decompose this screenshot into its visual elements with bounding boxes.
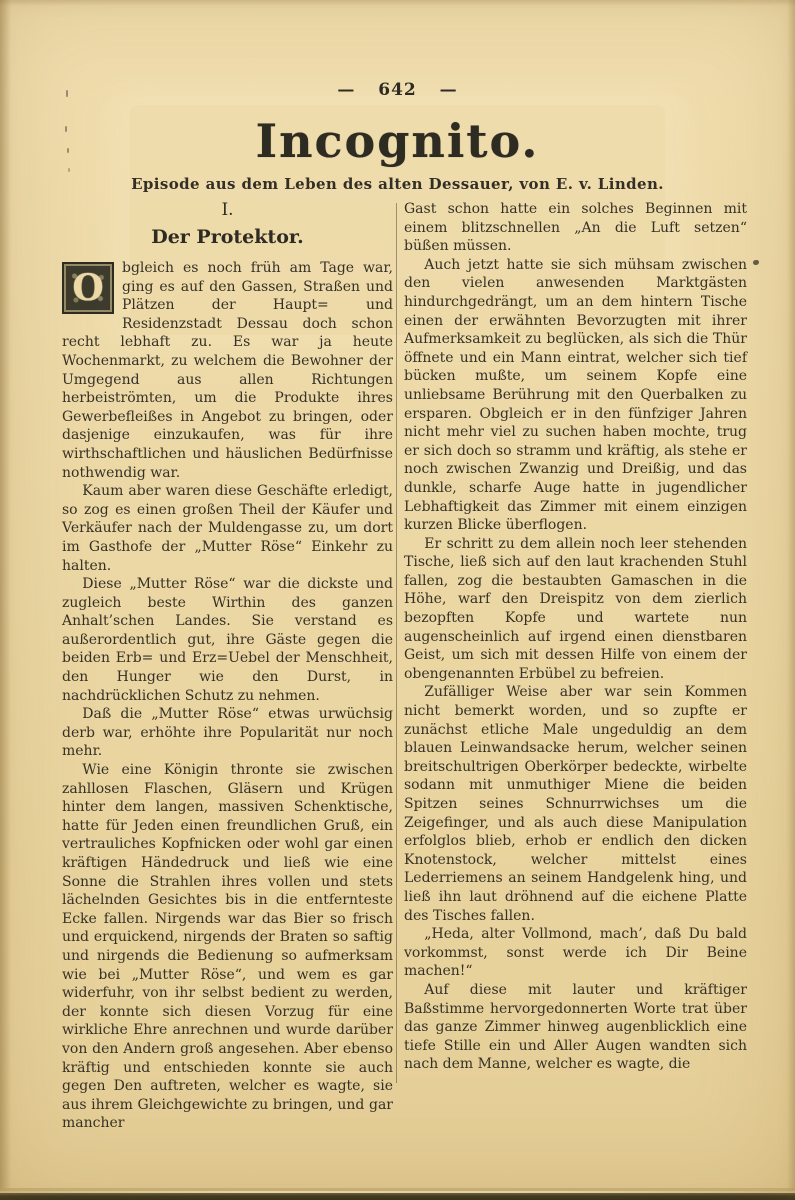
scan-artifact-mark — [68, 168, 70, 172]
drop-cap-initial: O — [62, 262, 114, 314]
paragraph: Gast schon hatte ein solches Beginnen mit einem blitzschnellen „An die Luft setzen“ büßen müssen. — [404, 201, 747, 255]
story-subtitle: Episode aus dem Leben des alten Dessauer, von E. v. Linden. — [131, 175, 664, 193]
story-title: Incognito. — [255, 114, 540, 168]
left-text-column — [62, 200, 393, 1133]
book-edge-shadow — [0, 1193, 795, 1200]
paragraph: Er schritt zu dem allein noch leer stehenden Tische, ließ sich auf den laut krachenden Stuhl fallen, zog die bestaubten Gamaschen in die Höhe, warf den Dreispitz von dem zierlich bezopften Kopfe und wartete nun augenscheinlich auf irgend einen dienstbaren Geist, um sich mit dessen Hilfe von einem der obengenannten Erbübel zu befreien. — [404, 535, 747, 682]
paragraph: Kaum aber waren diese Geschäfte erledigt, so zog es einen großen Theil der Käufer und Verkäufer nach der Muldengasse zu, um dort im Gasthofe der „Mutter Röse“ Einkehr zu halten. — [62, 483, 393, 574]
chapter-title: Der Protektor. — [151, 226, 304, 248]
paragraph: Auch jetzt hatte sie sich mühsam zwischen den vielen anwesenden Marktgästen hindurchgedrängt, um an dem hintern Tische einen der erwähnten Bevorzugten mit ihrer Aufmerksamkeit zu beglücken, als sich die Thür öffnete und ein Mann eintrat, welcher sich tief bücken mußte, um seinem Kopfe eine unliebsame Berührung mit den Querbalken zu ersparen. Obgleich er in den fünfziger Jahren nicht mehr viel zu suchen haben mochte, trug er sich doch so stramm und kräftig, als stehe er noch zwischen Zwanzig und Dreißig, und das dunkle, scharfe Auge hatte in jugendlicher Lebhaftigkeit das Zimmer mit einem einzigen kurzen Blicke überflogen. — [404, 256, 747, 534]
column-divider-rule — [396, 203, 397, 1083]
paragraph: „Heda, alter Vollmond, mach’, daß Du bald vorkommst, sonst werde ich Dir Beine machen!“ — [404, 926, 747, 980]
paragraph: Auf diese mit lauter und kräftiger Baßstimme hervorgedonnerten Worte trat über das ganze Zimmer hinweg augenblicklich eine tiefe Stille ein und Aller Augen wandten sich nach dem Manne, welcher es wagte, die — [404, 981, 747, 1073]
paragraph: Zufälliger Weise aber war sein Kommen nicht bemerkt worden, und so zupfte er zunächst etliche Male ungeduldig an dem blauen Leinwandsacke herum, welcher seinen breitschultrigen Oberkörper bedeckte, wirbelte sodann mit unmuthiger Miene die beiden Spitzen seines Schnurrwichses um die Zeigefinger, und als auch diese Manipulation erfolglos blieb, erhob er endlich den dicken Knotenstock, welcher mittelst eines Lederriemens an seinem Handgelenk hing, und ließ ihn laut dröhnend auf die eichene Platte des Tisches fallen. — [404, 684, 747, 924]
page-edge-top — [0, 0, 795, 6]
paragraph: O bgleich es noch früh am Tage war, ging es auf den Gassen, Straßen und Plätzen der Haupt= und Residenzstadt Dessau doch schon recht lebhaft zu. Es war ja heute Wochenmarkt, zu welchem die Bewohner der Umgegend aus allen Richtungen herbeiströmten, um die Produkte ihres Gewerbefleißes in Angebot zu bringen, oder dasjenige einzukaufen, was für ihre wirthschaftlichen und häuslichen Bedürfnisse nothwendig war. — [62, 260, 393, 481]
ink-fleck-artifact — [753, 260, 759, 265]
paragraph: Daß die „Mutter Röse“ etwas urwüchsig derb war, erhöhte ihre Popularität nur noch mehr. — [62, 706, 393, 760]
scan-artifact-mark — [65, 126, 67, 132]
paragraph: Diese „Mutter Röse“ war die dickste und zugleich beste Wirthin des ganzen Anhalt’schen Landes. Sie verstand es außerordentlich gut, ihre Gäste gegen die beiden Erb= und Erz=Uebel der Menschheit, den Hunger wie den Durst, in nachdrücklichen Schutz zu nehmen. — [62, 576, 393, 704]
scan-artifact-mark — [66, 90, 68, 97]
right-text-column — [404, 200, 747, 1074]
paragraph: Wie eine Königin thronte sie zwischen zahllosen Flaschen, Gläsern und Krügen hinter dem langen, massiven Schenktische, hatte für Jeden einen freundlichen Gruß, ein vertrauliches Kopfnicken oder wohl gar einen kräftigen Händedruck und ließ wie eine Sonne die Strahlen ihres vollen und stets lächelnden Gesichtes bis in die entfernteste Ecke fallen. Nirgends war das Bier so frisch und erquickend, nirgends der Braten so saftig und nirgends die Bedienung so aufmerksam wie bei „Mutter Röse“, und wem es gar widerfuhr, von ihr selbst bedient zu werden, der konnte sich diesen Vorzug für eine wirkliche Ehre anrechnen und wurde darüber von den Andern groß angesehen. Aber ebenso kräftig und entschieden konnte sie auch gegen Den auftreten, welcher es wagte, sie aus ihrem Gleichgewichte zu bringen, und gar mancher — [62, 762, 393, 1132]
page-number: — 642 — — [337, 80, 458, 100]
scan-artifact-mark — [67, 148, 69, 153]
chapter-number: I. — [221, 200, 234, 220]
